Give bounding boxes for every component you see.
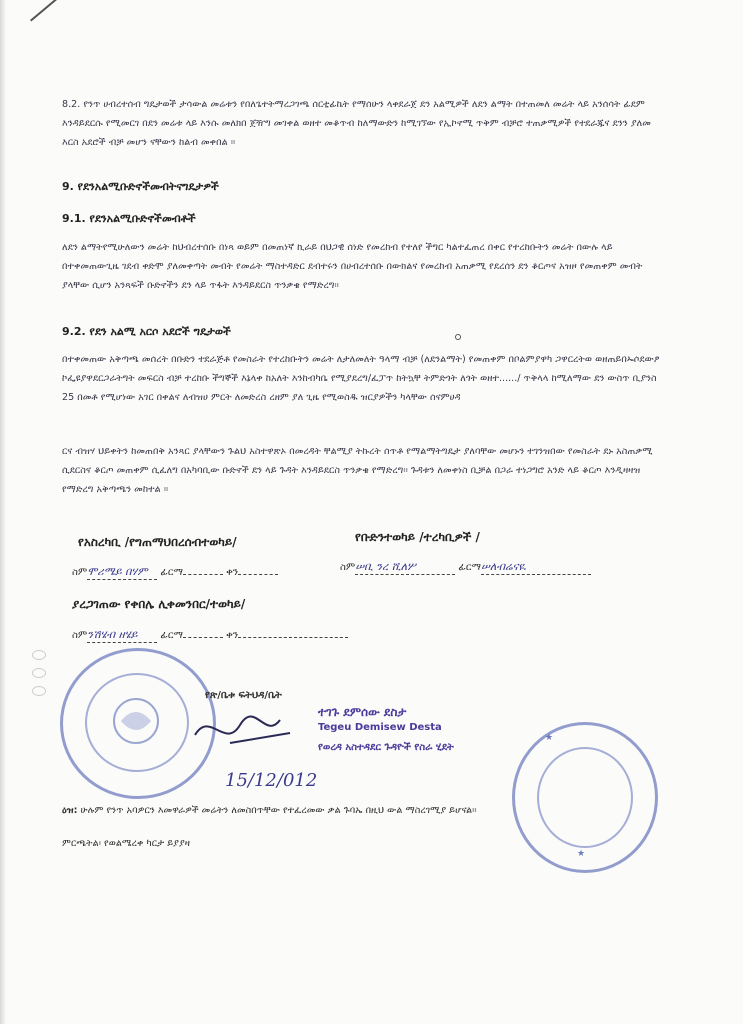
office-label: የጽ/ቤቱ ፍትህዳ/ቤት xyxy=(205,690,282,701)
verifier-signature-line: ስምንሽሄብ ዘሄይ ፊርማ ቀን xyxy=(72,628,348,643)
right-signature-line: ስምሠቢ ንረ ሺለሦ ፊርማሠለብሬናዪ xyxy=(340,560,591,575)
left-signature-line: ስምሞሪሜይ በሃም ፊርማ ቀን xyxy=(72,565,278,580)
official-title: የወረዳ አስተዳደር ጉዳዮች የስራ ሂደት xyxy=(318,742,454,753)
official-stamp-right: ★ ★ xyxy=(512,722,658,873)
official-name-amharic: ተገጉ ደምሰው ደስታ xyxy=(318,705,407,719)
section-9-2-body-2: ርና ብዝሃ ህይቀትን ከመጠበቅ አንጻር ያላቸውን ጉልህ አስተዋጽኦ በመረዳት ቸልሚያ ትኩረት ሰጥቶ የማልማትግዴታ ያለባቸው መሆኑን ተገንዝበው የመስራት ደኑ አስጠቃሚ ሲደርስና ቆርጦ መጠቀም ሲፈለግ በአካባቢው ቡድኖች ደን ላይ ጉዳት እንዳይደርስ ጥንቃቄ የማድረግ። ጉዳቱን ለመቀነስ ቢቻል በጋራ ተነጋግሮ አንድ ላይ ቆርጦ እንዲዛዛዝ የማድረግ አቅጣጫን መከተል ። xyxy=(62,446,653,495)
section-9-2-title: 9.2. የደን አልሚ አርሶ አደሮች ግዴታወች xyxy=(62,325,231,338)
signature-scribble-icon xyxy=(190,705,300,755)
section-9-title: 9. የደንአልሚቡድኖችመብትናግዴታዎች xyxy=(62,180,219,193)
handwritten-date: 15/12/012 xyxy=(225,770,318,791)
official-name-english: Tegeu Demisew Desta xyxy=(318,722,442,733)
stray-mark xyxy=(455,334,461,340)
handover-representative-label: የአስረካቢ /የግጠማህበረሰብተወካይ/ xyxy=(78,535,237,549)
attachment-line: ምርጫትል፡ የወልሜረቀ ካርታ ይያያዛ xyxy=(62,838,190,849)
scan-corner-mark xyxy=(30,0,93,22)
section-9-1-body: ለደን ልማትየሚሁለውን መሬት ከህብረተሰቡ በነጻ ወይም በመጠነኛ ኪራይ በህጋዊ ሰነድ የመረከብ የተለየ ችግር ካልተፈጠረ በቀር የተረከቡትን መሬት በውሉ ላይ በተቀመጠውጊዜ ገደብ ቀድሞ ያለመቀጣት መብት የመሬት ማስተዳድር ደብተሩን በሀብረተሰቡ በውክልና የመረከብ አጠቃሚ የደረሰን ደን ቆርጦና አዝዞ የመጠቀም መብት ያላቸው ሲሆን አንጻፍች ቡድኖችን ደን ላይ ጥፋት እንዳይደርስ ጥንቃቄ የማድረግ። xyxy=(62,242,643,291)
scan-edge xyxy=(0,0,6,1024)
section-9-2-body: በተቀመጠው አቅጣጫ መሰረት በቡድን ተደራጅቶ የመስራት የተረከቡትን መሬት ለታለመለት ዓላማ ብቻ (ለደንልማት) የመጠቀም በቦልምያዋካ ጋዋርረትወ ወዘጠይበኡሶደውፆ ኮፌዩያዋደርጋራትግት መፍርስ ብቻ ተረከቡ ችግኞች እኔላቀ ከአለት እንከብካቤ የሚያደረግ/ፈፓጥ ከትኳቸ ትምድጎት ለጎት ወዘተ....../ ጥቅላላ ከሚለማው ደን ውስጥ ቢያንስ 25 በመቶ የሚሆነው አገር በቀልና ለብዝሀ ምርት ለመድረስ ረዘም ያለ ጊዜ የሚወስዱ ዝርያዎችን ካላቸው ሰናምሀዳ xyxy=(62,354,660,403)
verifier-label: ያረጋገጠው የቀበሌ ሊቀመንበር/ተወካይ/ xyxy=(72,597,246,611)
note-line: ዕዝ: ሁሉም የንጥ አባዎርን እመዋራዎች መሬትን ለመስበጥቸው የተፈረመው ቃል ጉባኤ በዚህ ውል ማስረገሚያ ይሆናል። xyxy=(62,805,477,816)
group-representative-label: የቡድንተወካይ /ተረካቢዎች / xyxy=(355,530,480,544)
section-8-2-body: 8.2. የንጥ ሀብረተሰብ ግዴታወች ታሳውል መሬቱን የበለጌተትማረጋገጫ ሰርቲፊኬት የማሰሁን ላቀደራጀ ደን አልሚዎች ለደን ልማት በተጠመለ መሬት ላይ አንሰሳት ፊደም እንዳይደርሱ የሚመርገ በደን መሬቱ ላይ እንሱ መለክበ ጀዥግ መገቀል ወዘተ መቆጥብ ከለማውድን ከሚገኘው የኢኮኖሚ ጥቅም ብቻሮ ተጠቃሚዎች የተደራጁና ደንን ያለመ እርስ አደሮች ብቻ መሆን ናቸውን ከልብ መቀበል ። xyxy=(62,99,651,148)
section-9-1-title: 9.1. የደንአልሚቡድኖችመብቶች xyxy=(62,212,196,225)
